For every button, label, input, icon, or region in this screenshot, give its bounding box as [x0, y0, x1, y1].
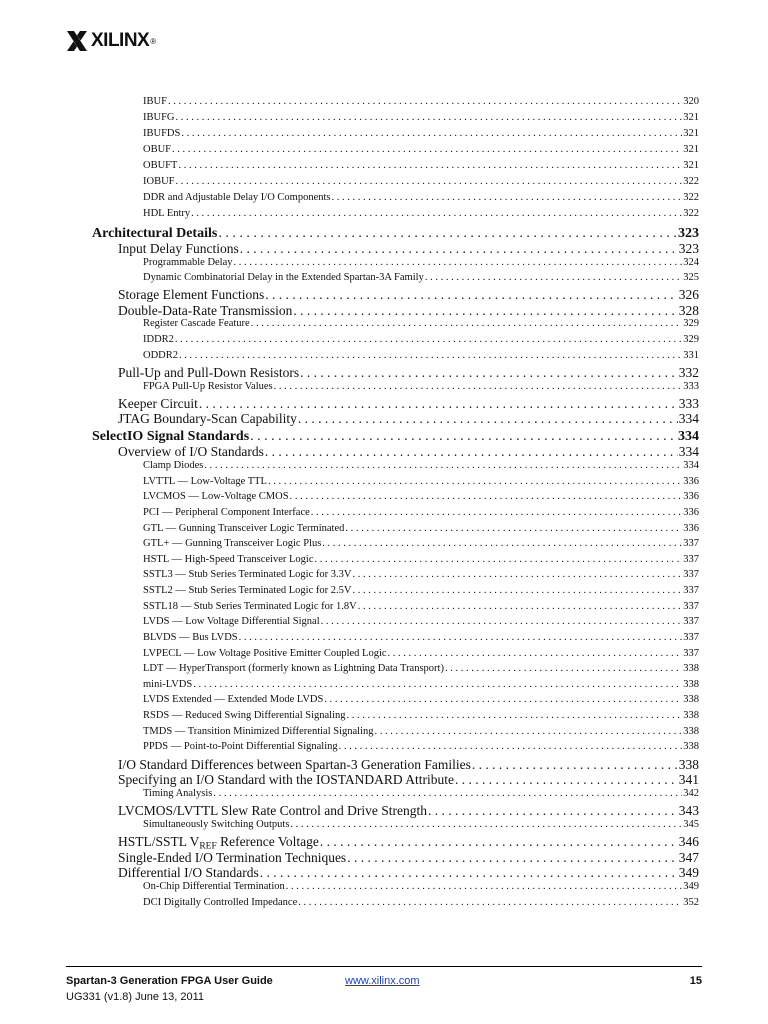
toc-entry[interactable]	[92, 226, 699, 242]
toc-entry-title: IBUFDS	[143, 128, 181, 139]
toc-entry-page: 338	[683, 726, 699, 737]
toc-entry[interactable]	[143, 507, 699, 518]
dot-leader	[218, 226, 677, 242]
dot-leader	[234, 257, 683, 268]
toc-entry-title: DCI Digitally Controlled Impedance	[143, 897, 298, 908]
dot-leader	[199, 396, 678, 412]
dot-leader	[298, 897, 682, 908]
dot-leader	[472, 757, 678, 773]
dot-leader	[352, 569, 682, 580]
dot-leader	[445, 663, 682, 674]
dot-leader	[265, 444, 678, 460]
toc-entry[interactable]	[143, 144, 699, 155]
dot-leader	[352, 585, 682, 596]
dot-leader	[321, 616, 683, 627]
toc-entry[interactable]	[143, 554, 699, 565]
dot-leader	[176, 176, 683, 187]
dot-leader	[345, 523, 682, 534]
xilinx-logo-icon	[66, 30, 88, 52]
logo-text: XILINX	[91, 30, 150, 51]
toc-entry[interactable]	[118, 757, 699, 773]
toc-entry[interactable]	[143, 381, 699, 392]
toc-entry-title: Input Delay Functions	[118, 241, 239, 256]
dot-leader	[315, 554, 683, 565]
toc-entry[interactable]	[143, 350, 699, 361]
toc-entry-page: 337	[683, 648, 699, 659]
footer-title: Spartan-3 Generation FPGA User Guide	[66, 975, 273, 987]
dot-leader	[332, 192, 683, 203]
dot-leader	[172, 144, 682, 155]
toc-entry-title: SelectIO Signal Standards	[92, 429, 250, 444]
footer-rule	[66, 966, 702, 967]
toc-entry-title: SSTL18 — Stub Series Terminated Logic for 1.8V	[143, 601, 357, 612]
dot-leader	[191, 208, 682, 219]
toc-entry-page: 337	[683, 601, 699, 612]
toc-entry-title: Simultaneously Switching Outputs	[143, 819, 290, 830]
toc-entry-page: 333	[683, 381, 699, 392]
toc-entry-title: Single-Ended I/O Termination Techniques	[118, 850, 347, 865]
toc-entry-title: HSTL — High-Speed Transceiver Logic	[143, 554, 314, 565]
dot-leader	[250, 429, 677, 445]
toc-entry-page: 329	[683, 334, 699, 345]
toc-entry-title: LVDS Extended — Extended Mode LVDS	[143, 694, 324, 705]
toc-entry-title: LVDS — Low Voltage Differential Signal	[143, 616, 320, 627]
toc-entry-page: 321	[683, 160, 699, 171]
toc-entry[interactable]	[143, 112, 699, 123]
toc-entry-title: IOBUF	[143, 176, 175, 187]
toc-entry-title: HSTL/SSTL V	[118, 834, 200, 849]
toc-entry-page: 334	[678, 429, 699, 444]
toc-entry-title: Differential I/O Standards	[118, 865, 259, 880]
dot-leader	[265, 287, 678, 303]
toc-entry-subscript: REF	[199, 841, 217, 852]
dot-leader	[286, 881, 682, 892]
toc-entry-page: 336	[683, 523, 699, 534]
toc-entry-page: 333	[678, 396, 699, 411]
toc-entry[interactable]	[118, 411, 699, 427]
toc-entry[interactable]	[143, 569, 699, 580]
toc-entry-title: IBUF	[143, 96, 167, 107]
toc-entry[interactable]	[118, 803, 699, 819]
toc-entry-page: 336	[683, 476, 699, 487]
toc-entry-title: DDR and Adjustable Delay I/O Components	[143, 192, 331, 203]
toc-entry[interactable]	[143, 663, 699, 674]
toc-entry-page: 347	[678, 850, 699, 865]
registered-mark: ®	[150, 36, 157, 46]
dot-leader	[274, 381, 683, 392]
toc-entry-page: 337	[683, 569, 699, 580]
toc-entry[interactable]	[143, 334, 699, 345]
toc-entry-title: Storage Element Functions	[118, 287, 265, 302]
toc-entry-title: BLVDS — Bus LVDS	[143, 632, 238, 643]
toc-entry[interactable]	[143, 897, 699, 908]
toc-entry[interactable]	[143, 601, 699, 612]
dot-leader	[388, 648, 683, 659]
dot-leader	[347, 710, 683, 721]
toc-entry-title: Keeper Circuit	[118, 396, 198, 411]
dot-leader	[298, 411, 678, 427]
toc-entry-page: 331	[683, 350, 699, 361]
toc-entry-page: 338	[683, 679, 699, 690]
dot-leader	[239, 632, 683, 643]
toc-entry[interactable]	[118, 444, 699, 460]
toc-entry[interactable]	[143, 648, 699, 659]
toc-entry-page: 337	[683, 554, 699, 565]
toc-entry-page: 343	[678, 803, 699, 818]
toc-entry-title: LVCMOS — Low-Voltage CMOS	[143, 491, 289, 502]
toc-entry[interactable]	[118, 850, 699, 866]
dot-leader	[175, 334, 682, 345]
toc-entry-title: RSDS — Reduced Swing Differential Signaling	[143, 710, 346, 721]
toc-entry[interactable]	[118, 365, 699, 381]
dot-leader	[178, 160, 682, 171]
dot-leader	[428, 803, 678, 819]
footer-version: UG331 (v1.8) June 13, 2011	[66, 991, 204, 1003]
dot-leader	[240, 241, 678, 257]
dot-leader	[358, 601, 683, 612]
toc-entry-title: PCI — Peripheral Component Interface	[143, 507, 310, 518]
toc-entry-title: GTL — Gunning Transceiver Logic Terminated	[143, 523, 345, 534]
dot-leader	[213, 788, 682, 799]
dot-leader	[204, 460, 682, 471]
toc-entry[interactable]	[143, 538, 699, 549]
toc-entry-title: LVPECL — Low Voltage Positive Emitter Coupled Logic	[143, 648, 387, 659]
dot-leader	[290, 819, 682, 830]
toc-entry-title: Pull-Up and Pull-Down Resistors	[118, 365, 300, 380]
toc-entry-page: 336	[683, 507, 699, 518]
dot-leader	[324, 694, 682, 705]
dot-leader	[425, 272, 682, 283]
toc-entry-page: 338	[683, 663, 699, 674]
toc-entry-title: IBUFG	[143, 112, 175, 123]
toc-entry-title: Programmable Delay	[143, 257, 233, 268]
toc-entry-title: mini-LVDS	[143, 679, 193, 690]
toc-entry[interactable]	[143, 491, 699, 502]
toc-entry[interactable]	[143, 523, 699, 534]
toc-entry[interactable]	[143, 272, 699, 283]
toc-entry[interactable]	[143, 710, 699, 721]
dot-leader	[300, 365, 678, 381]
toc-entry[interactable]	[143, 726, 699, 737]
page-number: 15	[689, 975, 702, 987]
dot-leader	[181, 128, 682, 139]
toc-entry-title: LDT — HyperTransport (formerly known as Lightning Data Transport)	[143, 663, 444, 674]
toc-entry-title: OBUFT	[143, 160, 178, 171]
toc-entry-page: 341	[678, 772, 699, 787]
toc-entry-title: JTAG Boundary-Scan Capability	[118, 411, 297, 426]
toc-entry-title: Clamp Diodes	[143, 460, 204, 471]
toc-entry-page: 321	[683, 128, 699, 139]
toc-entry[interactable]	[143, 460, 699, 471]
toc-entry-page: 337	[683, 616, 699, 627]
toc-entry[interactable]	[118, 287, 699, 303]
toc-entry-page: 322	[683, 192, 699, 203]
toc-entry-page: 326	[678, 287, 699, 302]
toc-entry-page: 334	[678, 444, 699, 459]
toc-entry-page: 338	[678, 757, 699, 772]
toc-entry[interactable]	[143, 819, 699, 830]
toc-entry-page: 352	[683, 897, 699, 908]
toc-entry-title: Register Cascade Feature	[143, 318, 250, 329]
toc-entry-title: LVTTL — Low-Voltage TTL	[143, 476, 267, 487]
toc-entry-page: 320	[683, 96, 699, 107]
dot-leader	[193, 679, 682, 690]
toc-entry-page: 324	[683, 257, 699, 268]
toc-entry-page: 338	[683, 694, 699, 705]
toc-entry-page: 349	[678, 865, 699, 880]
dot-leader	[268, 476, 682, 487]
toc-entry[interactable]	[143, 616, 699, 627]
toc-entry[interactable]	[143, 318, 699, 329]
toc-entry-page: 345	[683, 819, 699, 830]
toc-entry-page: 338	[683, 741, 699, 752]
toc-entry-page: 334	[683, 460, 699, 471]
dot-leader	[251, 318, 683, 329]
dot-leader	[320, 834, 678, 850]
toc-entry-title: On-Chip Differential Termination	[143, 881, 285, 892]
toc-entry[interactable]	[143, 679, 699, 690]
toc-entry[interactable]	[143, 881, 699, 892]
toc-entry-title: ODDR2	[143, 350, 179, 361]
toc-entry-title: SSTL3 — Stub Series Terminated Logic for 3.3V	[143, 569, 352, 580]
toc-entry-page: 322	[683, 208, 699, 219]
toc-entry-title: IDDR2	[143, 334, 174, 345]
toc-entry-title: Dynamic Combinatorial Delay in the Extended Spartan-3A Family	[143, 272, 424, 283]
toc-entry[interactable]	[143, 176, 699, 187]
toc-entry[interactable]	[143, 632, 699, 643]
toc-entry-title: SSTL2 — Stub Series Terminated Logic for 2.5V	[143, 585, 352, 596]
toc-entry-page: 336	[683, 491, 699, 502]
toc-entry-page: 325	[683, 272, 699, 283]
dot-leader	[290, 491, 683, 502]
dot-leader	[176, 112, 683, 123]
toc-entry-page: 323	[678, 226, 699, 241]
dot-leader	[322, 538, 682, 549]
toc-entry[interactable]	[143, 257, 699, 268]
toc-entry-page: 321	[683, 112, 699, 123]
toc-entry-title: PPDS — Point-to-Point Differential Signaling	[143, 741, 338, 752]
toc-entry-title: LVCMOS/LVTTL Slew Rate Control and Drive Strength	[118, 803, 427, 818]
toc-entry-title: OBUF	[143, 144, 172, 155]
toc-entry[interactable]	[118, 396, 699, 412]
toc-entry-title: GTL+ — Gunning Transceiver Logic Plus	[143, 538, 322, 549]
toc-entry-page: 329	[683, 318, 699, 329]
toc-entry[interactable]	[143, 788, 699, 799]
toc-entry[interactable]	[143, 476, 699, 487]
toc-entry-page: 349	[683, 881, 699, 892]
toc-entry-title: Specifying an I/O Standard with the IOSTANDARD Attribute	[118, 772, 454, 787]
toc-entry[interactable]	[143, 96, 699, 107]
toc-entry[interactable]	[118, 241, 699, 257]
toc-entry-title: I/O Standard Differences between Spartan-3 Generation Families	[118, 757, 471, 772]
dot-leader	[375, 726, 683, 737]
toc-entry-page: 328	[678, 303, 699, 318]
toc-entry-page: 321	[683, 144, 699, 155]
toc-entry[interactable]	[143, 585, 699, 596]
toc-entry-title: TMDS — Transition Minimized Differential Signaling	[143, 726, 374, 737]
toc-entry[interactable]	[92, 429, 699, 445]
toc-entry-title: Architectural Details	[92, 226, 218, 241]
toc-entry-title: FPGA Pull-Up Resistor Values	[143, 381, 273, 392]
toc-entry-page: 323	[678, 241, 699, 256]
toc-entry[interactable]	[143, 741, 699, 752]
dot-leader	[179, 350, 682, 361]
toc-entry-page: 322	[683, 176, 699, 187]
toc-entry[interactable]	[143, 208, 699, 219]
footer-link[interactable]: www.xilinx.com	[345, 975, 420, 987]
toc-entry[interactable]	[118, 303, 699, 319]
toc-entry-page: 337	[683, 538, 699, 549]
toc-entry[interactable]	[118, 865, 699, 881]
toc-entry[interactable]	[143, 694, 699, 705]
toc-entry[interactable]	[118, 772, 699, 788]
toc-entry-page: 337	[683, 585, 699, 596]
toc-entry-page: 338	[683, 710, 699, 721]
dot-leader	[168, 96, 682, 107]
toc-entry-page: 346	[678, 834, 699, 849]
dot-leader	[311, 507, 682, 518]
toc-entry-page: 332	[678, 365, 699, 380]
dot-leader	[339, 741, 683, 752]
toc-entry-title: HDL Entry	[143, 208, 191, 219]
dot-leader	[260, 865, 678, 881]
toc-entry-page: 334	[678, 411, 699, 426]
toc-entry-title: Overview of I/O Standards	[118, 444, 264, 459]
dot-leader	[347, 850, 678, 866]
xilinx-logo	[66, 27, 156, 55]
toc-entry[interactable]	[118, 834, 699, 851]
toc-entry-page: 337	[683, 632, 699, 643]
toc-entry-title-rest: Reference Voltage	[216, 834, 319, 849]
toc-entry-title: Timing Analysis	[143, 788, 213, 799]
toc-entry[interactable]	[143, 192, 699, 203]
dot-leader	[455, 772, 678, 788]
toc-entry-title: Double-Data-Rate Transmission	[118, 303, 293, 318]
toc-entry-page: 342	[683, 788, 699, 799]
dot-leader	[293, 303, 677, 319]
toc-entry[interactable]	[143, 160, 699, 171]
toc-entry[interactable]	[143, 128, 699, 139]
